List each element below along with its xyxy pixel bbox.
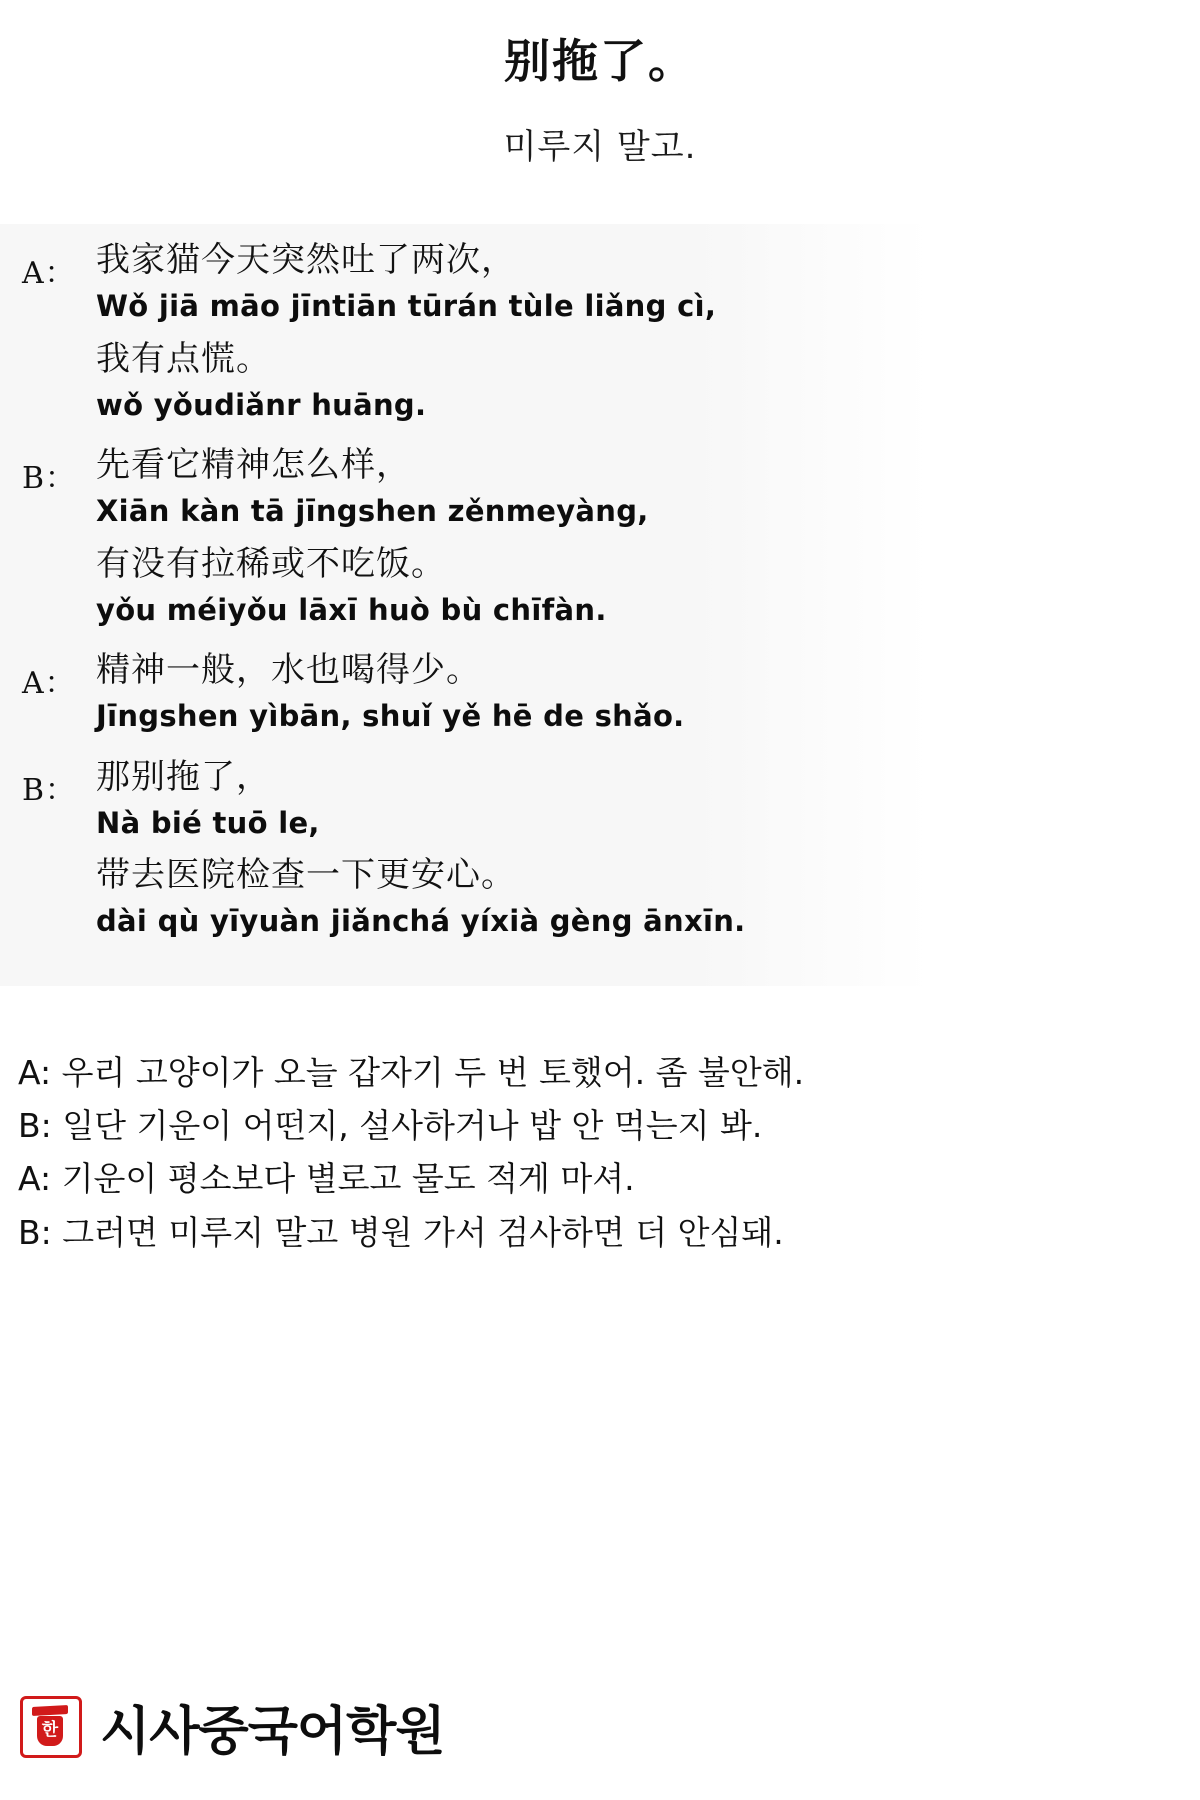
dialogue-turn	[0, 238, 930, 425]
line-pinyin: dài qù yīyuàn jiǎnchá yíxià gèng ānxīn.	[96, 903, 746, 938]
line-pinyin: Wǒ jiā māo jīntiān tūrán tùle liǎng cì,	[96, 289, 717, 324]
dialogue-turn	[0, 648, 930, 736]
line-hanzi: 我家猫今天突然吐了两次，	[96, 240, 516, 281]
dialogue-block	[0, 224, 930, 985]
line-pinyin: Xiān kàn tā jīngshen zěnmeyàng,	[96, 494, 649, 529]
translation-line: A: 기운이 평소보다 별로고 물도 적게 마셔.	[18, 1159, 635, 1199]
speaker-label: B：	[22, 461, 77, 497]
line-hanzi: 那别拖了，	[96, 756, 271, 797]
line-hanzi: 先看它精神怎么样，	[96, 445, 411, 486]
logo-cap-shape	[32, 1705, 68, 1716]
turn-lines	[96, 755, 930, 942]
line-hanzi: 带去医院检查一下更安心。	[96, 855, 516, 896]
line-pinyin: wǒ yǒudiǎnr huāng.	[96, 387, 427, 422]
speaker-label: A：	[22, 666, 76, 702]
translation-line: A: 우리 고양이가 오늘 갑자기 두 번 토했어. 좀 불안해.	[18, 1052, 805, 1092]
dialogue-turn	[0, 755, 930, 942]
page-header	[0, 0, 1200, 168]
academy-logo-icon	[20, 1696, 82, 1758]
logo-glyph: 한	[41, 1719, 59, 1740]
line-hanzi: 有没有拉稀或不吃饭。	[96, 543, 446, 584]
line-hanzi: 精神一般，水也喝得少。	[96, 650, 481, 691]
translation-line: B: 일단 기운이 어떤지, 설사하거나 밥 안 먹는지 봐.	[18, 1106, 763, 1146]
line-pinyin: Jīngshen yìbān, shuǐ yě hē de shǎo.	[96, 699, 685, 734]
turn-lines	[96, 238, 930, 425]
page-title-chinese: 别拖了。	[504, 34, 696, 88]
academy-name: 시사중국어학원	[100, 1702, 445, 1762]
korean-translation-block	[0, 1046, 1200, 1260]
line-pinyin: yǒu méiyǒu lāxī huò bù chīfàn.	[96, 592, 607, 627]
line-pinyin: Nà bié tuō le,	[96, 805, 320, 840]
turn-lines	[96, 443, 930, 630]
line-hanzi: 我有点慌。	[96, 338, 271, 379]
speaker-label: B：	[22, 772, 77, 808]
page-title-korean: 미루지 말고.	[503, 127, 697, 168]
speaker-label: A：	[22, 256, 76, 292]
turn-lines	[96, 648, 930, 736]
footer-branding	[20, 1689, 445, 1764]
dialogue-turn	[0, 443, 930, 630]
translation-line: B: 그러면 미루지 말고 병원 가서 검사하면 더 안심돼.	[18, 1212, 784, 1252]
